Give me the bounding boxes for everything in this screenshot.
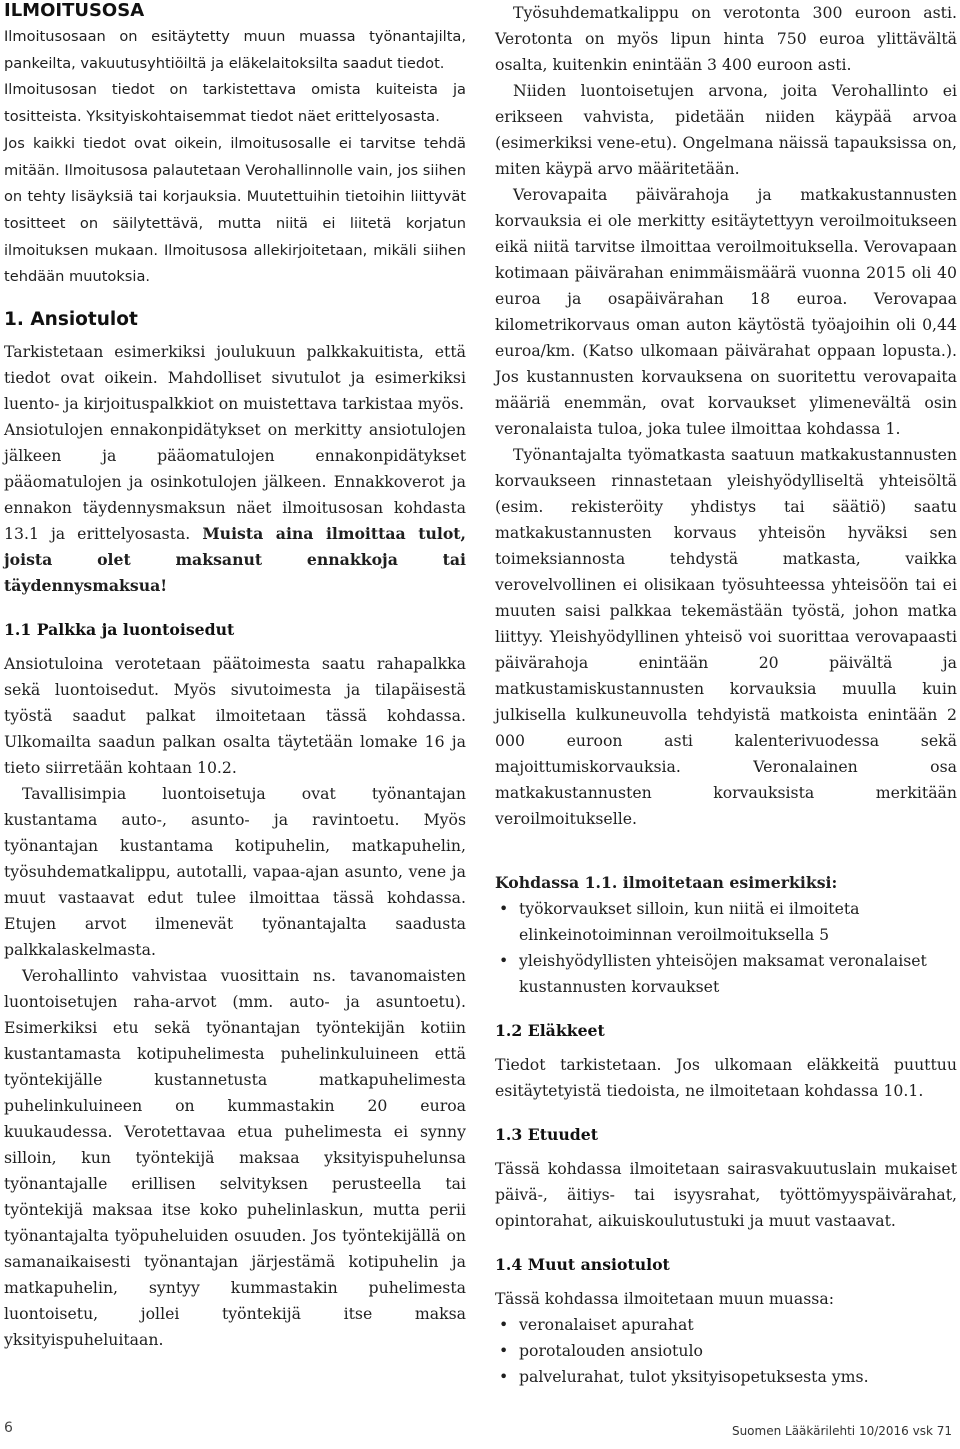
intro-paragraph: Ilmoitusosan tiedot on tarkistettava omista kuiteista ja tositteista. Yksityiskohtaisemmat tiedot näet erittelyosasta. <box>4 81 466 126</box>
paragraph: Verovapaita päivärahoja ja matkakustannusten korvauksia ei ole merkitty esitäytettyyn veroilmoitukseen eikä niitä tarvitse ilmoittaa veroilmoituksella. Verovapaan kotimaan päivärahan enimmäismäärä vuonna 2015 oli 40 euroa ja osapäivärahan 18 euroa. Verovapaa kilometrikorvaus oman auton käytöstä työajoihin oli 0,44 euroa/km. (Katso ulkomaan päivärahat oppaan lopusta.). Jos kustannusten korvauksena on suoritettu verovapaita määriä enemmän, ovat korvaukset ylimenevältä osin veronalaista tuloa, joka tulee ilmoittaa kohdassa 1. <box>495 185 957 438</box>
subsection-1-2-title: 1.2 Eläkkeet <box>495 1021 605 1040</box>
list-item: • veronalaiset apurahat <box>495 1312 957 1338</box>
other-income-list <box>495 1312 957 1390</box>
list-item: • työkorvaukset silloin, kun niitä ei ilmoiteta elinkeinotoiminnan veroilmoituksella 5 <box>495 896 957 948</box>
subsection-1-4-intro: Tässä kohdassa ilmoitetaan muun muassa: <box>495 1289 834 1308</box>
journal-footer: Suomen Lääkärilehti 10/2016 vsk 71 <box>731 1424 952 1438</box>
page-number: 6 <box>4 1420 13 1436</box>
list-title: Kohdassa 1.1. ilmoitetaan esimerkiksi: <box>495 873 838 892</box>
list-item: • porotalouden ansiotulo <box>495 1338 957 1364</box>
paragraph: Työsuhdematkalippu on verotonta 300 euroon asti. Verotonta on myös lipun hinta 750 euroa ylittävältä osalta, kuitenkin enintään 3 400 euroon asti. <box>495 3 957 74</box>
subsection-1-1-paragraph: Verohallinto vahvistaa vuosittain ns. tavanomaisten luontoisetujen raha-arvot (mm. auto- ja asuntoetu). Esimerkiksi etu sekä työnantajan työntekijän kotiin kustantamasta kotipuhelimesta puhelinkuluineen että työntekijälle kustannetusta matkapuhelimesta puhelinkuluineen on kummastakin 20 euroa kuukaudessa. Verotettavaa etua puhelimesta ei synny silloin, kun työntekijä maksaa yksityispuhelunsa työnantajalle erillisen selvityksen perusteella tai työntekijä maksaa itse koko puhelinlaskun, mutta perii työnantajalta työpuheluiden osuuden. Jos työntekijällä on samanaikaisesti työnantajan järjestämä kotipuhelin ja matkapuhelin, syntyy kummastakin puhelimesta luontoisetu, jollei työntekijä itse maksa yksityispuheluitaan. <box>4 966 466 1350</box>
right-column <box>495 0 957 1390</box>
section-heading: ILMOITUSOSA <box>4 0 145 21</box>
highlight-text: Muista aina ilmoittaa tulot, joista olet maksanut ennakkoja tai täydennysmaksua! <box>4 524 466 596</box>
subsection-1-1-paragraph: Ansiotuloina verotetaan päätoimesta saatu rahapalkka sekä luontoisedut. Myös sivutoimesta ja tilapäisestä työstä saadut palkat ilmoitetaan tässä kohdassa. Ulkomailta saadun palkan osalta täytetään lomake 16 ja tieto siirretään kohtaan 10.2. <box>4 654 466 778</box>
intro-paragraph: Ilmoitusosaan on esitäytetty muun muassa työnantajilta, pankeilta, vakuutusyhtiöiltä ja eläkelaitoksilta saadut tiedot. <box>4 28 466 72</box>
subsection-1-3-paragraph: Tässä kohdassa ilmoitetaan sairasvakuutuslain mukaiset päivä-, äitiys- tai isyysrahat, työttömyyspäivärahat, opintorahat, aikuiskoulutustuki ja muut vastaavat. <box>495 1159 957 1230</box>
paragraph: Niiden luontoisetujen arvona, joita Verohallinto ei erikseen vahvista, pidetään niiden käypää arvoa (esimerkiksi vene-etu). Ongelmana näissä tapauksissa on, miten käypä arvo määritetään. <box>495 81 957 178</box>
paragraph-text: Ansiotulojen ennakonpidätykset on merkitty ansiotulojen jälkeen ja pääomatulojen ennakonpidätykset pääomatulojen ja osinkotulojen jälkeen. Ennakkoverot ja ennakon täydennysmaksun näet ilmoitusosan kohdasta 13.1 ja erittelyosasta. <box>4 420 466 544</box>
paragraph: Työnantajalta työmatkasta saatuun matkakustannusten korvaukseen rinnastetaan yleishyödylliseltä yhteisöltä (esim. rekisteröity yhdistys tai säätiö) saatu matkakustannusten korvaus yhteisön hyväksi sen toimeksiannosta tehdystä matkasta, vaikka verovelvollinen ei olisikaan työsuhteessa yhteisöön tai ei muuten saisi palkkaa tekemästään työstä, johon matka liittyy. Yleishyödyllinen yhteisö voi suorittaa verovapaasti päivärahoja enintään 20 päivältä ja matkustamiskustannusten korvauksia muulla kuin julkisella kulkuneuvolla tehdyistä matkoista enintään 2 000 euroon asti kalenterivuodessa sekä majoittumiskorvauksia. Veronalainen osa matkakustannusten korvauksista merkitään veroilmoitukselle. <box>495 445 957 828</box>
examples-list <box>495 896 957 1000</box>
subsection-1-1-title: 1.1 Palkka ja luontoisedut <box>4 620 235 640</box>
list-item: • yleishyödyllisten yhteisöjen maksamat veronalaiset kustannusten korvaukset <box>495 948 957 1000</box>
subsection-1-4-title: 1.4 Muut ansiotulot <box>495 1255 670 1274</box>
subsection-1-1-paragraph: Tavallisimpia luontoisetuja ovat työnantajan kustantama auto-, asunto- ja ravintoetu. Myös työnantajan kustantama kotipuhelin, matkapuhelin, työsuhdematkalippu, autotalli, vapaa-ajan asunto, vene ja muut vastaavat edut tulee ilmoittaa tässä kohdassa. Etujen arvot ilmenevät työnantajalta saadusta palkkalaskelmasta. <box>4 784 466 960</box>
intro-paragraph: Jos kaikki tiedot ovat oikein, ilmoitusosalle ei tarvitse tehdä mitään. Ilmoitusosa palautetaan Verohallinnolle vain, jos siihen on tehty lisäyksiä tai korjauksia. Muutettuihin tietoihin liittyvät tositteet on säilytettävä, mutta niitä ei liitetä korjatun ilmoituksen mukaan. Ilmoitusosa allekirjoitetaan, mikäli siihen tehdään muutoksia. <box>4 134 466 286</box>
section-1-paragraph-2 <box>4 417 466 599</box>
section-1-title: 1. Ansiotulot <box>4 309 138 331</box>
section-1-paragraph: Tarkistetaan esimerkiksi joulukuun palkkakuitista, että tiedot ovat oikein. Mahdolliset sivutulot ja esimerkiksi luento- ja kirjoituspalkkiot on muistettava tarkistaa myös. <box>4 342 466 414</box>
subsection-1-2-paragraph: Tiedot tarkistetaan. Jos ulkomaan eläkkeitä puuttuu esitäytetyistä tiedoista, ne ilmoitetaan kohdassa 10.1. <box>495 1055 957 1100</box>
left-column <box>4 0 466 1353</box>
intro-block <box>4 24 466 291</box>
list-item: • palvelurahat, tulot yksityisopetuksesta yms. <box>495 1364 957 1390</box>
subsection-1-3-title: 1.3 Etuudet <box>495 1125 598 1144</box>
